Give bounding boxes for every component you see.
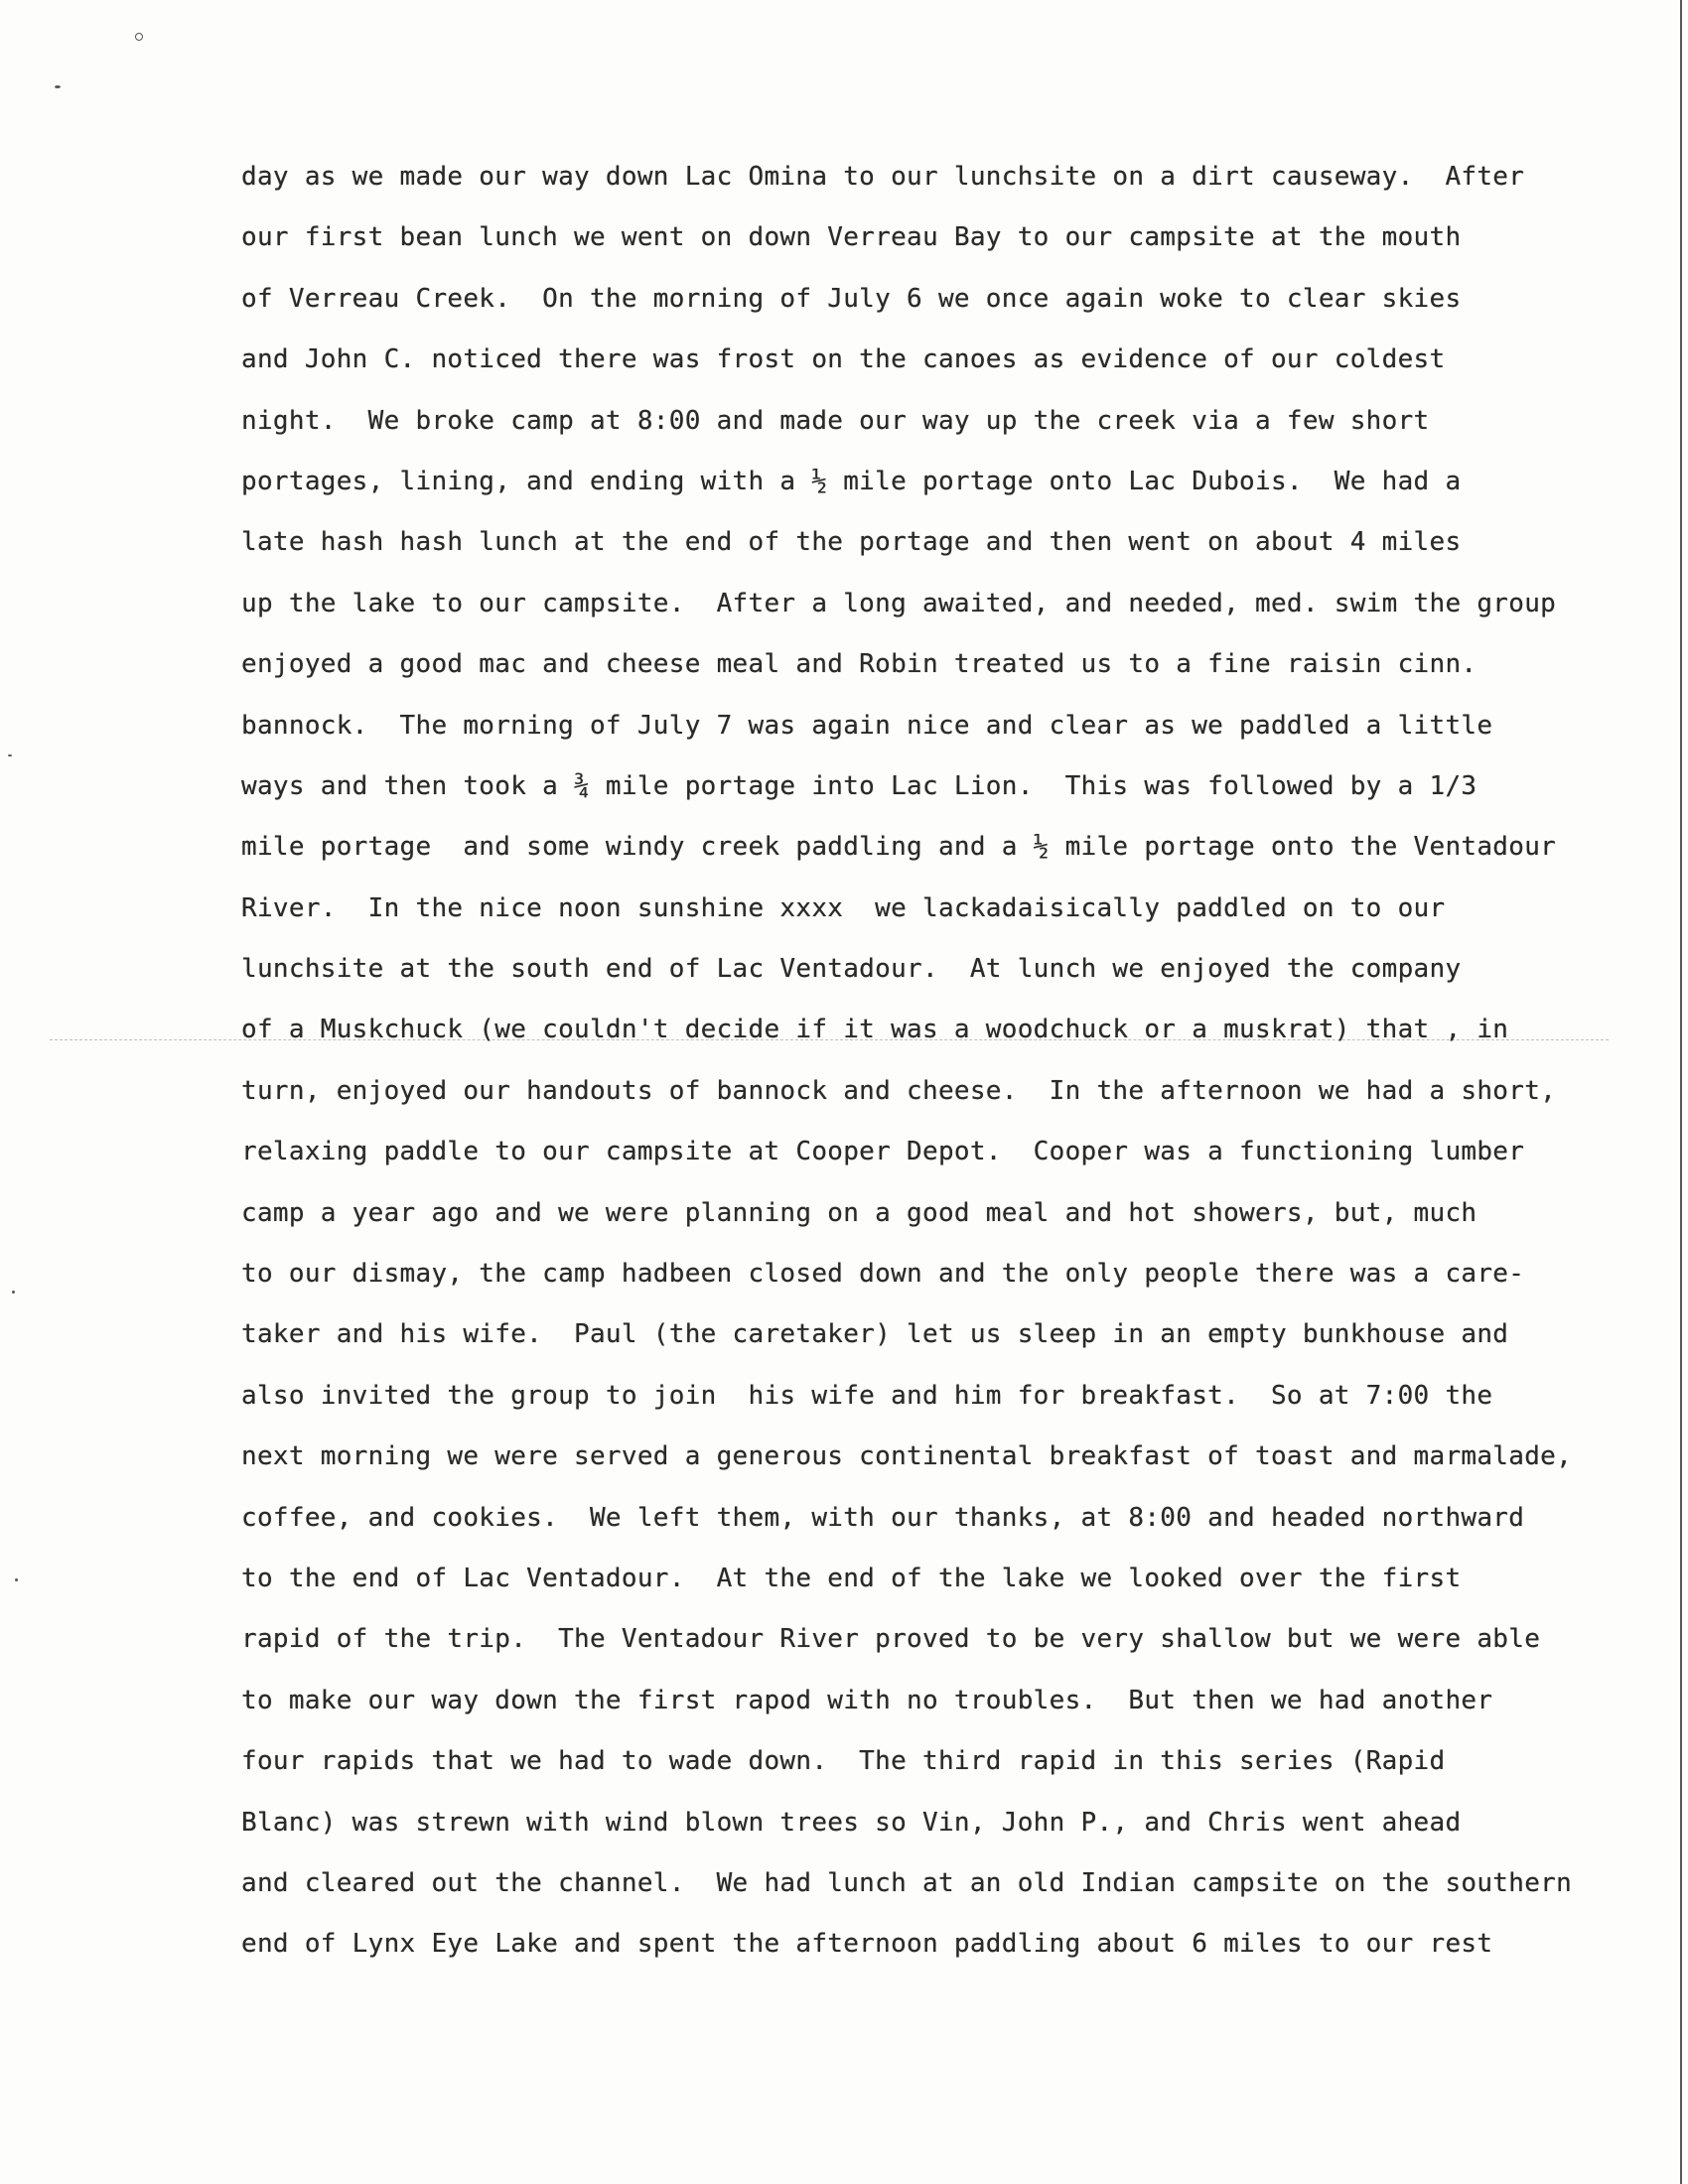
paper-speck: [12, 1291, 15, 1294]
text-line: turn, enjoyed our handouts of bannock and cheese. In the afternoon we had a short,: [241, 1075, 1557, 1106]
text-line: enjoyed a good mac and cheese meal and Robin treated us to a fine raisin cinn.: [241, 649, 1477, 680]
text-line: portages, lining, and ending with a ½ mile portage onto Lac Dubois. We had a: [241, 466, 1462, 496]
text-line: four rapids that we had to wade down. The third rapid in this series (Rapid: [241, 1746, 1446, 1777]
text-line: late hash hash lunch at the end of the portage and then went on about 4 miles: [241, 527, 1462, 558]
text-line: camp a year ago and we were planning on a good meal and hot showers, but, much: [241, 1197, 1477, 1228]
paper-speck: [8, 754, 12, 756]
text-line: Blanc) was strewn with wind blown trees so Vin, John P., and Chris went ahead: [241, 1807, 1462, 1838]
text-line: mile portage and some windy creek paddling and a ½ mile portage onto the Ventadour: [241, 832, 1557, 863]
text-line: bannock. The morning of July 7 was again nice and clear as we paddled a little: [241, 710, 1493, 741]
text-line: River. In the nice noon sunshine xxxx we lackadaisically paddled on to our: [241, 892, 1446, 923]
text-line: relaxing paddle to our campsite at Cooper Depot. Cooper was a functioning lumber: [241, 1137, 1525, 1167]
text-line: and cleared out the channel. We had lunch at an old Indian campsite on the southern: [241, 1867, 1573, 1898]
text-line: and John C. noticed there was frost on the canoes as evidence of our coldest: [241, 344, 1446, 375]
text-line: lunchsite at the south end of Lac Ventadour. At lunch we enjoyed the company: [241, 954, 1462, 985]
text-line: taker and his wife. Paul (the caretaker) let us sleep in an empty bunkhouse and: [241, 1319, 1509, 1350]
paper-speck: [15, 1578, 18, 1581]
text-line: to make our way down the first rapod with no troubles. But then we had another: [241, 1685, 1493, 1715]
text-line: of Verreau Creek. On the morning of July 6 we once again woke to clear skies: [241, 283, 1462, 314]
page-edge-shadow: [1680, 0, 1682, 2184]
paper-speck: [55, 85, 61, 88]
text-line: to our dismay, the camp hadbeen closed down and the only people there was a care-: [241, 1259, 1525, 1290]
typed-text-body: [241, 147, 1651, 1976]
text-line: our first bean lunch we went on down Verreau Bay to our campsite at the mouth: [241, 222, 1462, 253]
text-line: also invited the group to join his wife and him for breakfast. So at 7:00 the: [241, 1380, 1493, 1411]
text-line: rapid of the trip. The Ventadour River proved to be very shallow but we were able: [241, 1624, 1541, 1655]
paper-speck: [135, 33, 143, 41]
text-line: to the end of Lac Ventadour. At the end of the lake we looked over the first: [241, 1563, 1462, 1593]
text-line: ways and then took a ¾ mile portage into Lac Lion. This was followed by a 1/3: [241, 770, 1477, 801]
text-line: night. We broke camp at 8:00 and made our way up the creek via a few short: [241, 405, 1430, 436]
text-line: coffee, and cookies. We left them, with our thanks, at 8:00 and headed northward: [241, 1502, 1525, 1533]
text-line: next morning we were served a generous continental breakfast of toast and marmalade,: [241, 1441, 1573, 1472]
text-line: day as we made our way down Lac Omina to our lunchsite on a dirt causeway. After: [241, 162, 1525, 192]
text-line: of a Muskchuck (we couldn't decide if it was a woodchuck or a muskrat) that , in: [241, 1015, 1509, 1045]
text-line: up the lake to our campsite. After a long awaited, and needed, med. swim the group: [241, 588, 1557, 618]
text-line: end of Lynx Eye Lake and spent the afternoon paddling about 6 miles to our rest: [241, 1929, 1493, 1960]
